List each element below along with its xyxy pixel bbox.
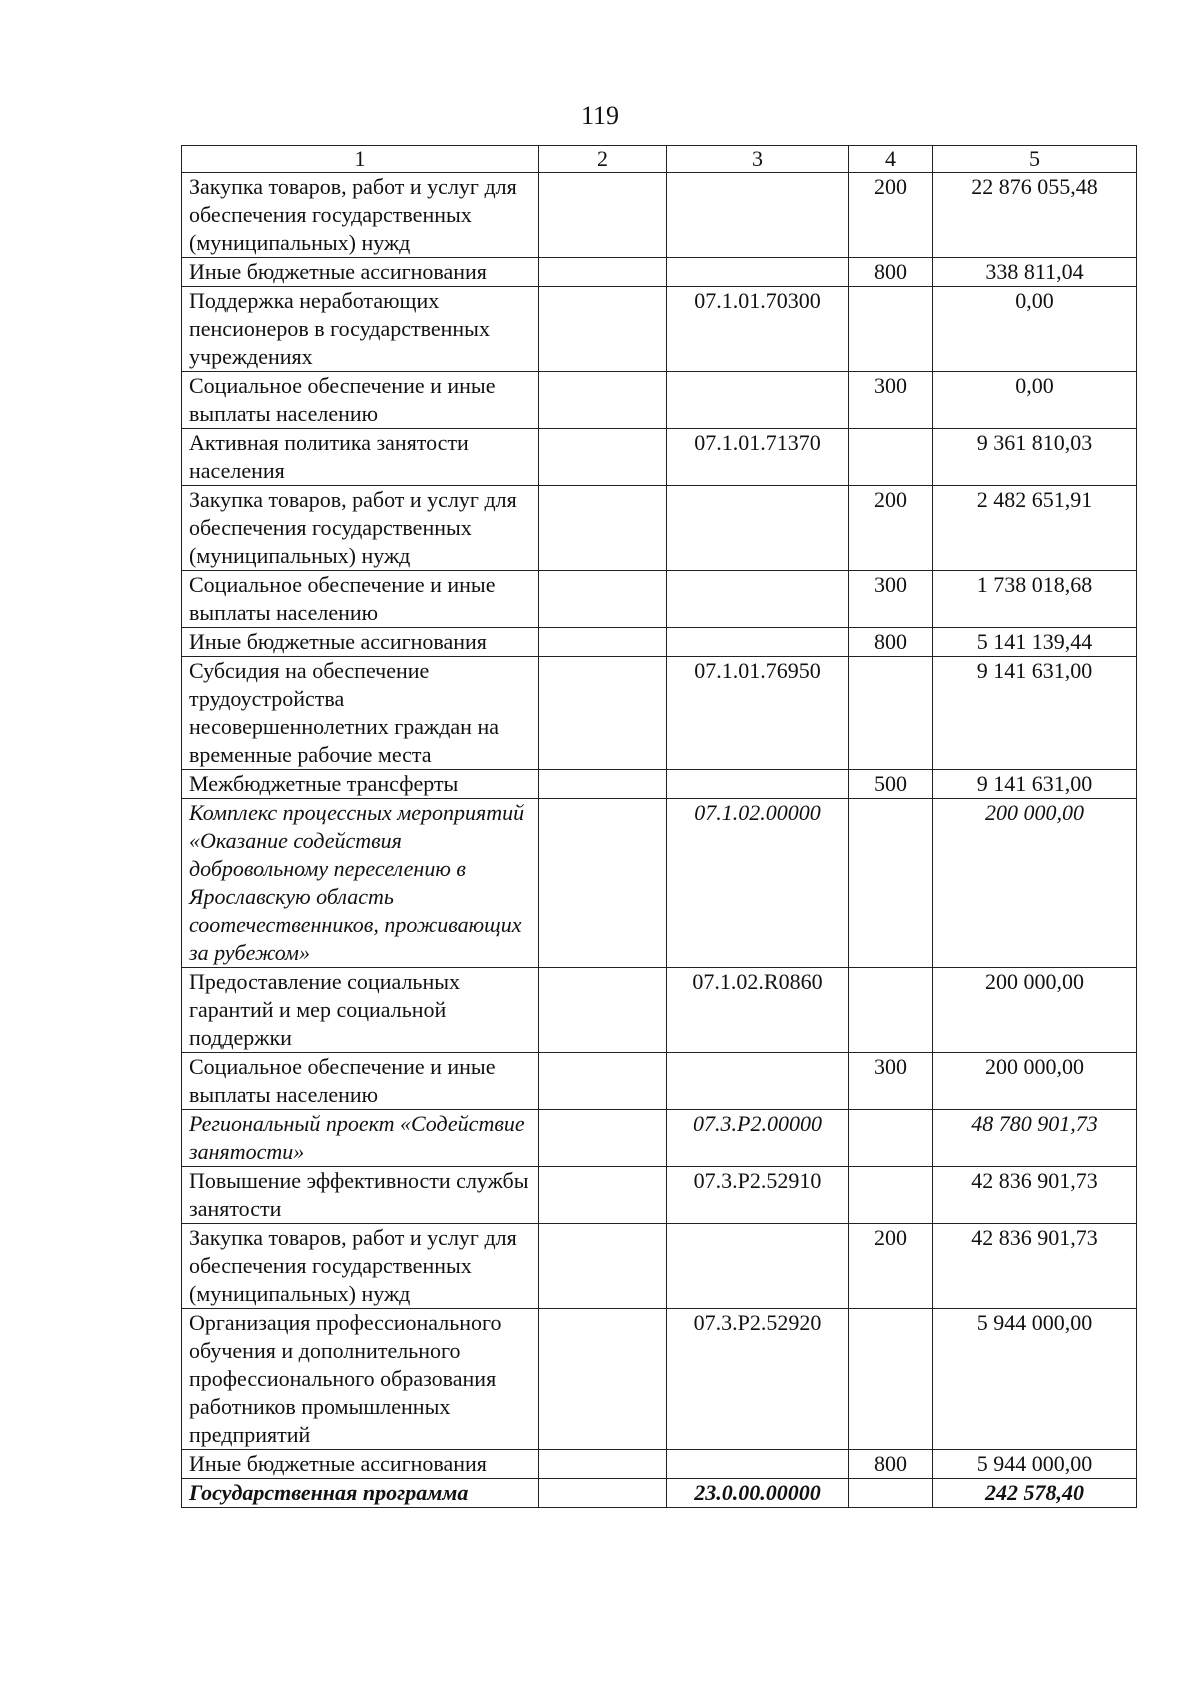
row-amount-cell: 0,00	[933, 287, 1137, 372]
row-category-cell	[539, 173, 667, 258]
row-code-cell: 23.0.00.00000	[667, 1479, 849, 1508]
row-expense-type-cell: 200	[849, 173, 933, 258]
row-name-cell: Государственная программа	[182, 1479, 539, 1508]
row-amount-cell: 5 141 139,44	[933, 628, 1137, 657]
row-name-cell: Комплекс процессных мероприятий «Оказание содействия добровольному переселению в Ярославскую область соотечественников, проживающих за рубежом»	[182, 799, 539, 968]
row-code-cell	[667, 258, 849, 287]
table-body	[182, 173, 1137, 1508]
row-amount-cell: 9 141 631,00	[933, 657, 1137, 770]
column-header: 2	[539, 146, 667, 173]
row-amount-cell: 9 141 631,00	[933, 770, 1137, 799]
row-category-cell	[539, 657, 667, 770]
row-amount-cell: 42 836 901,73	[933, 1167, 1137, 1224]
row-name-cell: Иные бюджетные ассигнования	[182, 628, 539, 657]
row-name-cell: Организация профессионального обучения и дополнительного профессионального образования работников промышленных предприятий	[182, 1309, 539, 1450]
row-expense-type-cell	[849, 1110, 933, 1167]
table-row	[182, 1309, 1137, 1450]
row-expense-type-cell: 500	[849, 770, 933, 799]
table-row	[182, 770, 1137, 799]
row-expense-type-cell: 300	[849, 1053, 933, 1110]
row-code-cell	[667, 1224, 849, 1309]
row-expense-type-cell	[849, 1167, 933, 1224]
column-header: 5	[933, 146, 1137, 173]
row-code-cell: 07.3.P2.00000	[667, 1110, 849, 1167]
row-code-cell	[667, 173, 849, 258]
row-expense-type-cell: 800	[849, 628, 933, 657]
row-amount-cell: 5 944 000,00	[933, 1450, 1137, 1479]
row-name-cell: Закупка товаров, работ и услуг для обеспечения государственных (муниципальных) нужд	[182, 1224, 539, 1309]
row-name-cell: Повышение эффективности службы занятости	[182, 1167, 539, 1224]
table-row	[182, 657, 1137, 770]
row-name-cell: Поддержка неработающих пенсионеров в государственных учреждениях	[182, 287, 539, 372]
row-category-cell	[539, 486, 667, 571]
row-category-cell	[539, 1110, 667, 1167]
budget-table	[181, 145, 1137, 1508]
row-code-cell: 07.3.P2.52910	[667, 1167, 849, 1224]
row-code-cell	[667, 571, 849, 628]
row-amount-cell: 200 000,00	[933, 1053, 1137, 1110]
table-row	[182, 173, 1137, 258]
row-amount-cell: 200 000,00	[933, 968, 1137, 1053]
row-expense-type-cell	[849, 1479, 933, 1508]
row-name-cell: Социальное обеспечение и иные выплаты населению	[182, 1053, 539, 1110]
row-name-cell: Предоставление социальных гарантий и мер социальной поддержки	[182, 968, 539, 1053]
row-name-cell: Социальное обеспечение и иные выплаты населению	[182, 372, 539, 429]
row-name-cell: Социальное обеспечение и иные выплаты населению	[182, 571, 539, 628]
table-row	[182, 1110, 1137, 1167]
column-header: 4	[849, 146, 933, 173]
row-amount-cell: 2 482 651,91	[933, 486, 1137, 571]
row-code-cell	[667, 1053, 849, 1110]
page-number: 119	[580, 101, 620, 130]
table-row	[182, 486, 1137, 571]
row-amount-cell: 338 811,04	[933, 258, 1137, 287]
row-code-cell	[667, 372, 849, 429]
row-expense-type-cell	[849, 429, 933, 486]
row-category-cell	[539, 258, 667, 287]
row-category-cell	[539, 571, 667, 628]
row-category-cell	[539, 628, 667, 657]
row-code-cell	[667, 486, 849, 571]
row-category-cell	[539, 770, 667, 799]
row-code-cell: 07.1.02.00000	[667, 799, 849, 968]
row-code-cell	[667, 770, 849, 799]
table-row	[182, 968, 1137, 1053]
row-amount-cell: 5 944 000,00	[933, 1309, 1137, 1450]
row-amount-cell: 42 836 901,73	[933, 1224, 1137, 1309]
row-expense-type-cell	[849, 1309, 933, 1450]
column-header: 1	[182, 146, 539, 173]
row-name-cell: Закупка товаров, работ и услуг для обеспечения государственных (муниципальных) нужд	[182, 173, 539, 258]
row-expense-type-cell: 200	[849, 1224, 933, 1309]
table-row	[182, 372, 1137, 429]
table-row	[182, 1167, 1137, 1224]
row-amount-cell: 1 738 018,68	[933, 571, 1137, 628]
row-expense-type-cell	[849, 968, 933, 1053]
row-name-cell: Активная политика занятости населения	[182, 429, 539, 486]
row-amount-cell: 0,00	[933, 372, 1137, 429]
row-expense-type-cell: 200	[849, 486, 933, 571]
row-name-cell: Закупка товаров, работ и услуг для обеспечения государственных (муниципальных) нужд	[182, 486, 539, 571]
row-code-cell	[667, 1450, 849, 1479]
row-amount-cell: 48 780 901,73	[933, 1110, 1137, 1167]
table-row	[182, 258, 1137, 287]
row-expense-type-cell	[849, 287, 933, 372]
row-expense-type-cell	[849, 657, 933, 770]
row-category-cell	[539, 372, 667, 429]
row-category-cell	[539, 287, 667, 372]
table-row	[182, 1479, 1137, 1508]
row-expense-type-cell	[849, 799, 933, 968]
row-category-cell	[539, 1309, 667, 1450]
row-expense-type-cell: 300	[849, 571, 933, 628]
table-row	[182, 799, 1137, 968]
row-amount-cell: 200 000,00	[933, 799, 1137, 968]
row-category-cell	[539, 1224, 667, 1309]
row-expense-type-cell: 300	[849, 372, 933, 429]
row-category-cell	[539, 968, 667, 1053]
table-row	[182, 287, 1137, 372]
row-code-cell: 07.1.01.76950	[667, 657, 849, 770]
row-code-cell: 07.1.01.71370	[667, 429, 849, 486]
column-header: 3	[667, 146, 849, 173]
row-category-cell	[539, 799, 667, 968]
row-category-cell	[539, 1450, 667, 1479]
row-code-cell: 07.3.P2.52920	[667, 1309, 849, 1450]
row-amount-cell: 22 876 055,48	[933, 173, 1137, 258]
row-category-cell	[539, 1053, 667, 1110]
table-row	[182, 571, 1137, 628]
row-name-cell: Субсидия на обеспечение трудоустройства несовершеннолетних граждан на временные рабочие места	[182, 657, 539, 770]
table-row	[182, 1053, 1137, 1110]
row-category-cell	[539, 429, 667, 486]
row-name-cell: Иные бюджетные ассигнования	[182, 1450, 539, 1479]
row-name-cell: Региональный проект «Содействие занятости»	[182, 1110, 539, 1167]
table-row	[182, 429, 1137, 486]
row-expense-type-cell: 800	[849, 258, 933, 287]
row-code-cell: 07.1.02.R0860	[667, 968, 849, 1053]
row-code-cell	[667, 628, 849, 657]
row-name-cell: Иные бюджетные ассигнования	[182, 258, 539, 287]
row-code-cell: 07.1.01.70300	[667, 287, 849, 372]
row-category-cell	[539, 1479, 667, 1508]
table-header-row	[182, 146, 1137, 173]
row-amount-cell: 242 578,40	[933, 1479, 1137, 1508]
row-category-cell	[539, 1167, 667, 1224]
table-row	[182, 628, 1137, 657]
row-name-cell: Межбюджетные трансферты	[182, 770, 539, 799]
row-expense-type-cell: 800	[849, 1450, 933, 1479]
row-amount-cell: 9 361 810,03	[933, 429, 1137, 486]
table-row	[182, 1450, 1137, 1479]
table-row	[182, 1224, 1137, 1309]
